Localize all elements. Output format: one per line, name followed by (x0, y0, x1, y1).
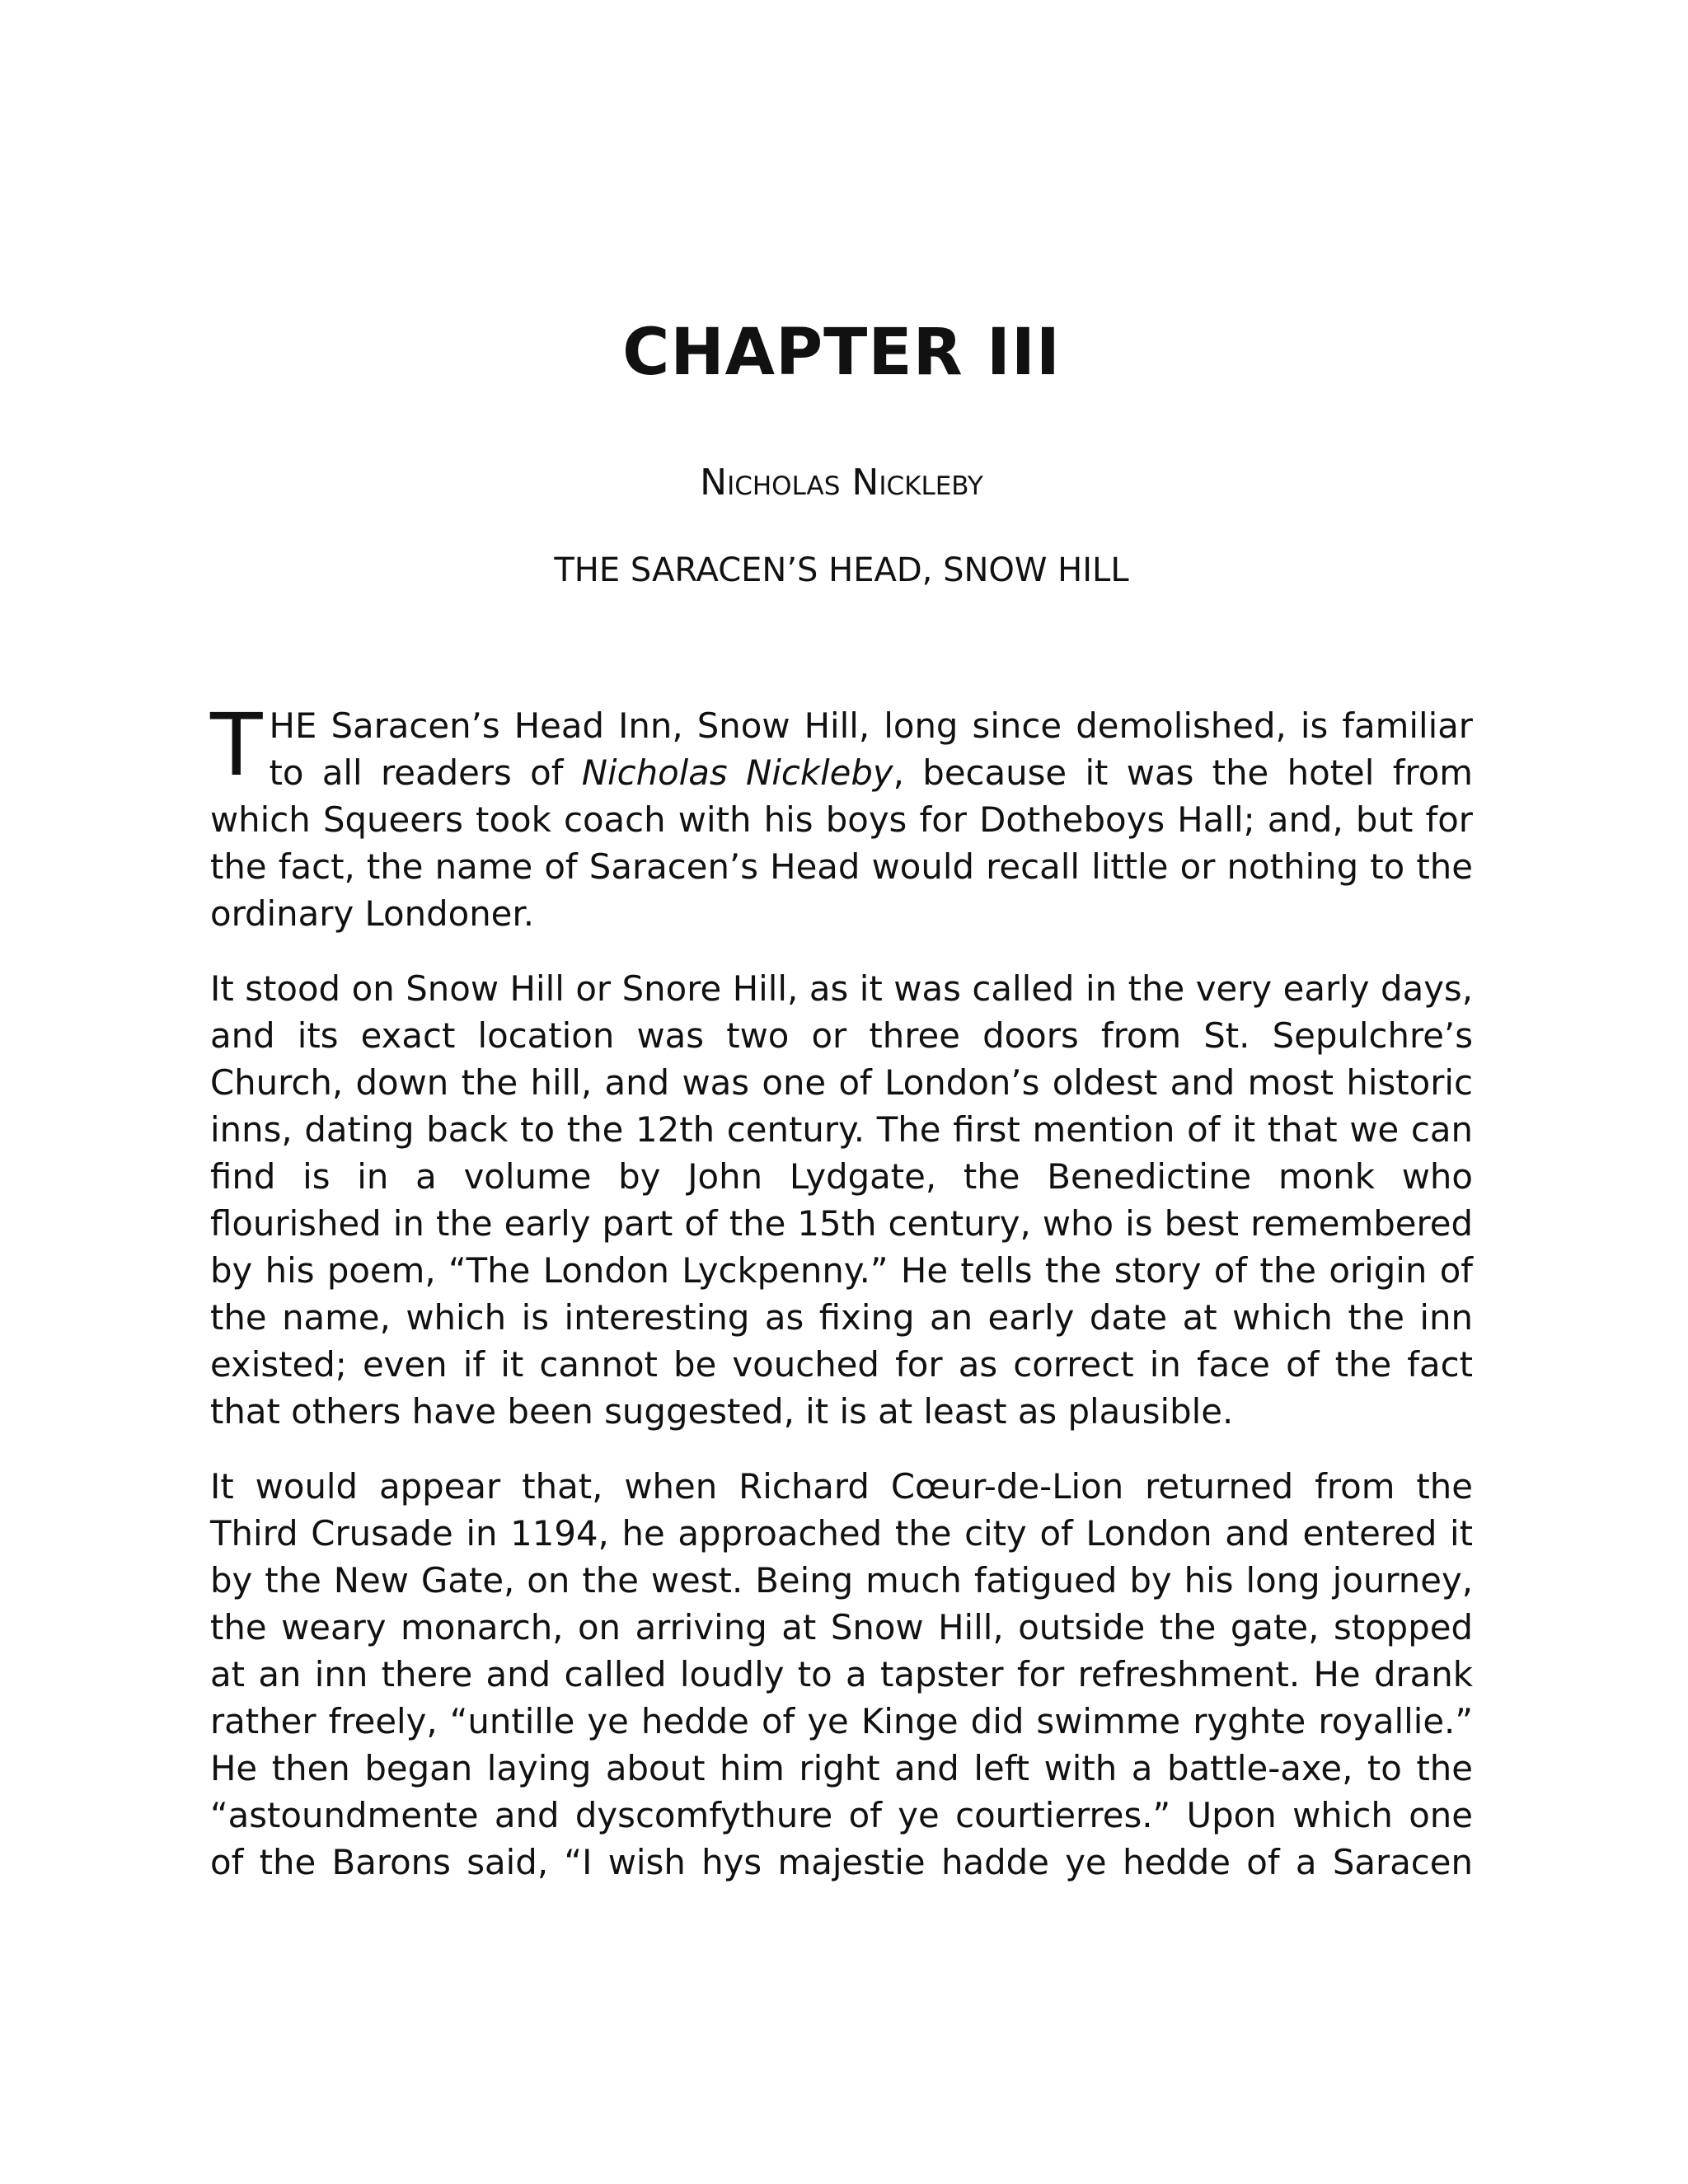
paragraph-1-text-a: HE Saracen’s Head Inn, Snow Hill, long since demolished, is familiar to all readers of (269, 705, 1473, 793)
drop-cap: T (210, 695, 263, 795)
paragraph-1 (210, 695, 1473, 937)
paragraph-1-text-b: , because it was the hotel from which Squeers took coach with his boys for Dotheboys Hall; and, but for the fact, the name of Saracen’s Head would recall little or nothing to the ordinary Londoner. (210, 752, 1473, 934)
book-title-italic: Nicholas Nickleby (581, 752, 893, 793)
paragraph-2: It stood on Snow Hill or Snore Hill, as it was called in the very early days, and its exact location was two or three doors from St. Sepulchre’s Church, down the hill, and was one of London’s oldest and most historic inns, dating back to the 12th century. The first mention of it that we can find is in a volume by John Lydgate, the Benedictine monk who flourished in the early part of the 15th century, who is best remembered by his poem, “The London Lyckpenny.” He tells the story of the origin of the name, which is interesting as fixing an early date at which the inn existed; even if it cannot be vouched for as correct in face of the fact that others have been suggested, it is at least as plausible. (210, 968, 1473, 1432)
chapter-body (210, 695, 1473, 1914)
book-page (210, 0, 1473, 2184)
book-title: Nicholas Nickleby (700, 462, 983, 504)
paragraph-3: It would appear that, when Richard Cœur-de-Lion returned from the Third Crusade in 1194, he approached the city of London and entered it by the New Gate, on the west. Being much fatigued by his long journey, the weary monarch, on arriving at Snow Hill, outside the gate, stopped at an inn there and called loudly to a tapster for refreshment. He drank rather freely, “untille ye hedde of ye Kinge did swimme ryghte royallie.” He then began laying about him right and left with a battle-axe, to the “astoundmente and dyscomfythure of ye courtierres.” Upon which one of the Barons said, “I wish hys majestie hadde ye hedde of a Saracen (210, 1466, 1473, 1882)
section-title: THE SARACEN’S HEAD, SNOW HILL (554, 551, 1129, 589)
chapter-title: CHAPTER III (622, 316, 1061, 390)
